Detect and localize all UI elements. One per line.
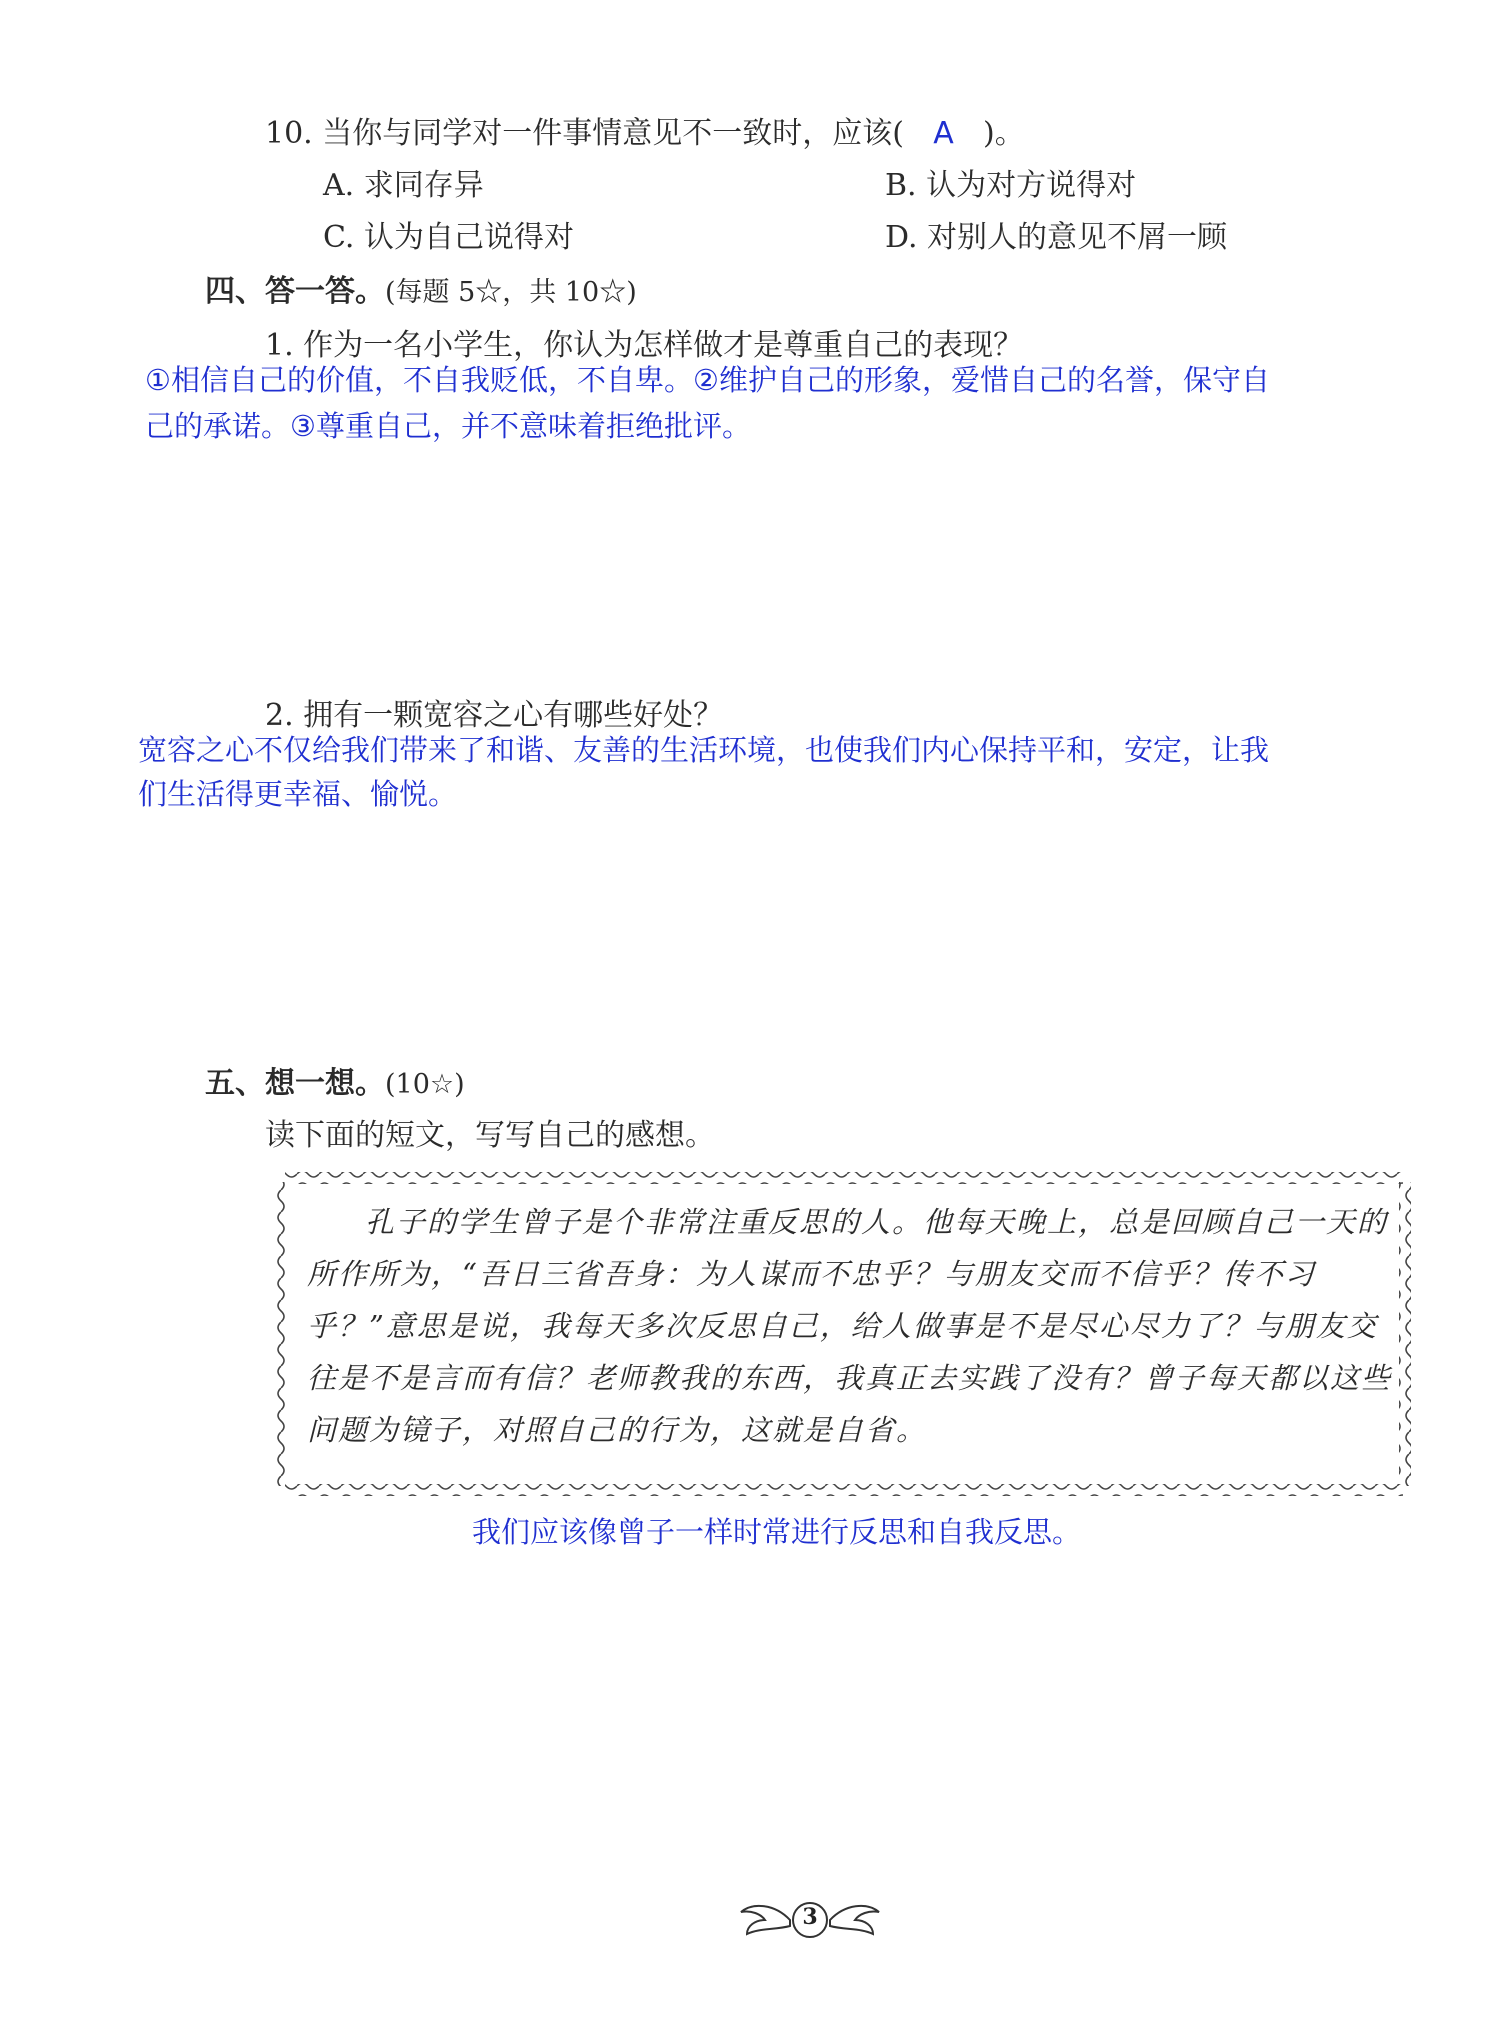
- option-b: B. 认为对方说得对: [885, 168, 1137, 203]
- page-number: 3: [802, 1904, 818, 1930]
- section-5-answer: 我们应该像曾子一样时常进行反思和自我反思。: [472, 1515, 1082, 1549]
- page-number-badge: [735, 1890, 885, 1950]
- section-4-answer-2-line-2: 们生活得更幸福、愉悦。: [138, 777, 458, 811]
- section-4-question-1: 1. 作为一名小学生，你认为怎样做才是尊重自己的表现？: [265, 328, 1024, 363]
- passage-text: [307, 1196, 1397, 1456]
- section-5-title: 五、想一想。: [205, 1066, 385, 1101]
- section-5-heading: [205, 1058, 465, 1102]
- section-4-answer-2-line-1: 宽容之心不仅给我们带来了和谐、友善的生活环境，也使我们内心保持平和，安定，让我: [138, 733, 1270, 767]
- option-a: A. 求同存异: [323, 168, 484, 203]
- section-4-note: (每题 5☆，共 10☆): [385, 277, 637, 308]
- option-d: D. 对别人的意见不屑一顾: [885, 220, 1228, 255]
- section-4-heading: [205, 266, 637, 310]
- option-c: C. 认为自己说得对: [323, 220, 574, 255]
- passage-paragraph: 孔子的学生曾子是个非常注重反思的人。他每天晚上，总是回顾自己一天的所作所为，“吾日三省吾身：为人谋而不忠乎？与朋友交而不信乎？传不习乎？”意思是说，我每天多次反思自己，给人做事是不是尽心尽力了？与朋友交往是不是言而有信？老师教我的东西，我真正去实践了没有？曾子每天都以这些问题为镜子，对照自己的行为，这就是自省。: [307, 1205, 1393, 1447]
- question-10-stem: 10. 当你与同学对一件事情意见不一致时，应该(: [265, 116, 904, 151]
- passage-box: [275, 1168, 1413, 1500]
- question-10: [265, 108, 1025, 152]
- question-10-answer: A: [933, 116, 954, 151]
- section-4-question-2: 2. 拥有一颗宽容之心有哪些好处？: [265, 698, 724, 733]
- section-4-title: 四、答一答。: [205, 274, 385, 309]
- section-4-answer-1-line-2: 己的承诺。③尊重自己，并不意味着拒绝批评。: [145, 409, 751, 443]
- section-5-note: (10☆): [385, 1069, 465, 1100]
- section-4-answer-1-line-1: ①相信自己的价值，不自我贬低，不自卑。②维护自己的形象，爱惜自己的名誉，保守自: [145, 363, 1270, 397]
- question-10-close: )。: [983, 116, 1025, 151]
- section-5-instruction: 读下面的短文，写写自己的感想。: [265, 1118, 715, 1153]
